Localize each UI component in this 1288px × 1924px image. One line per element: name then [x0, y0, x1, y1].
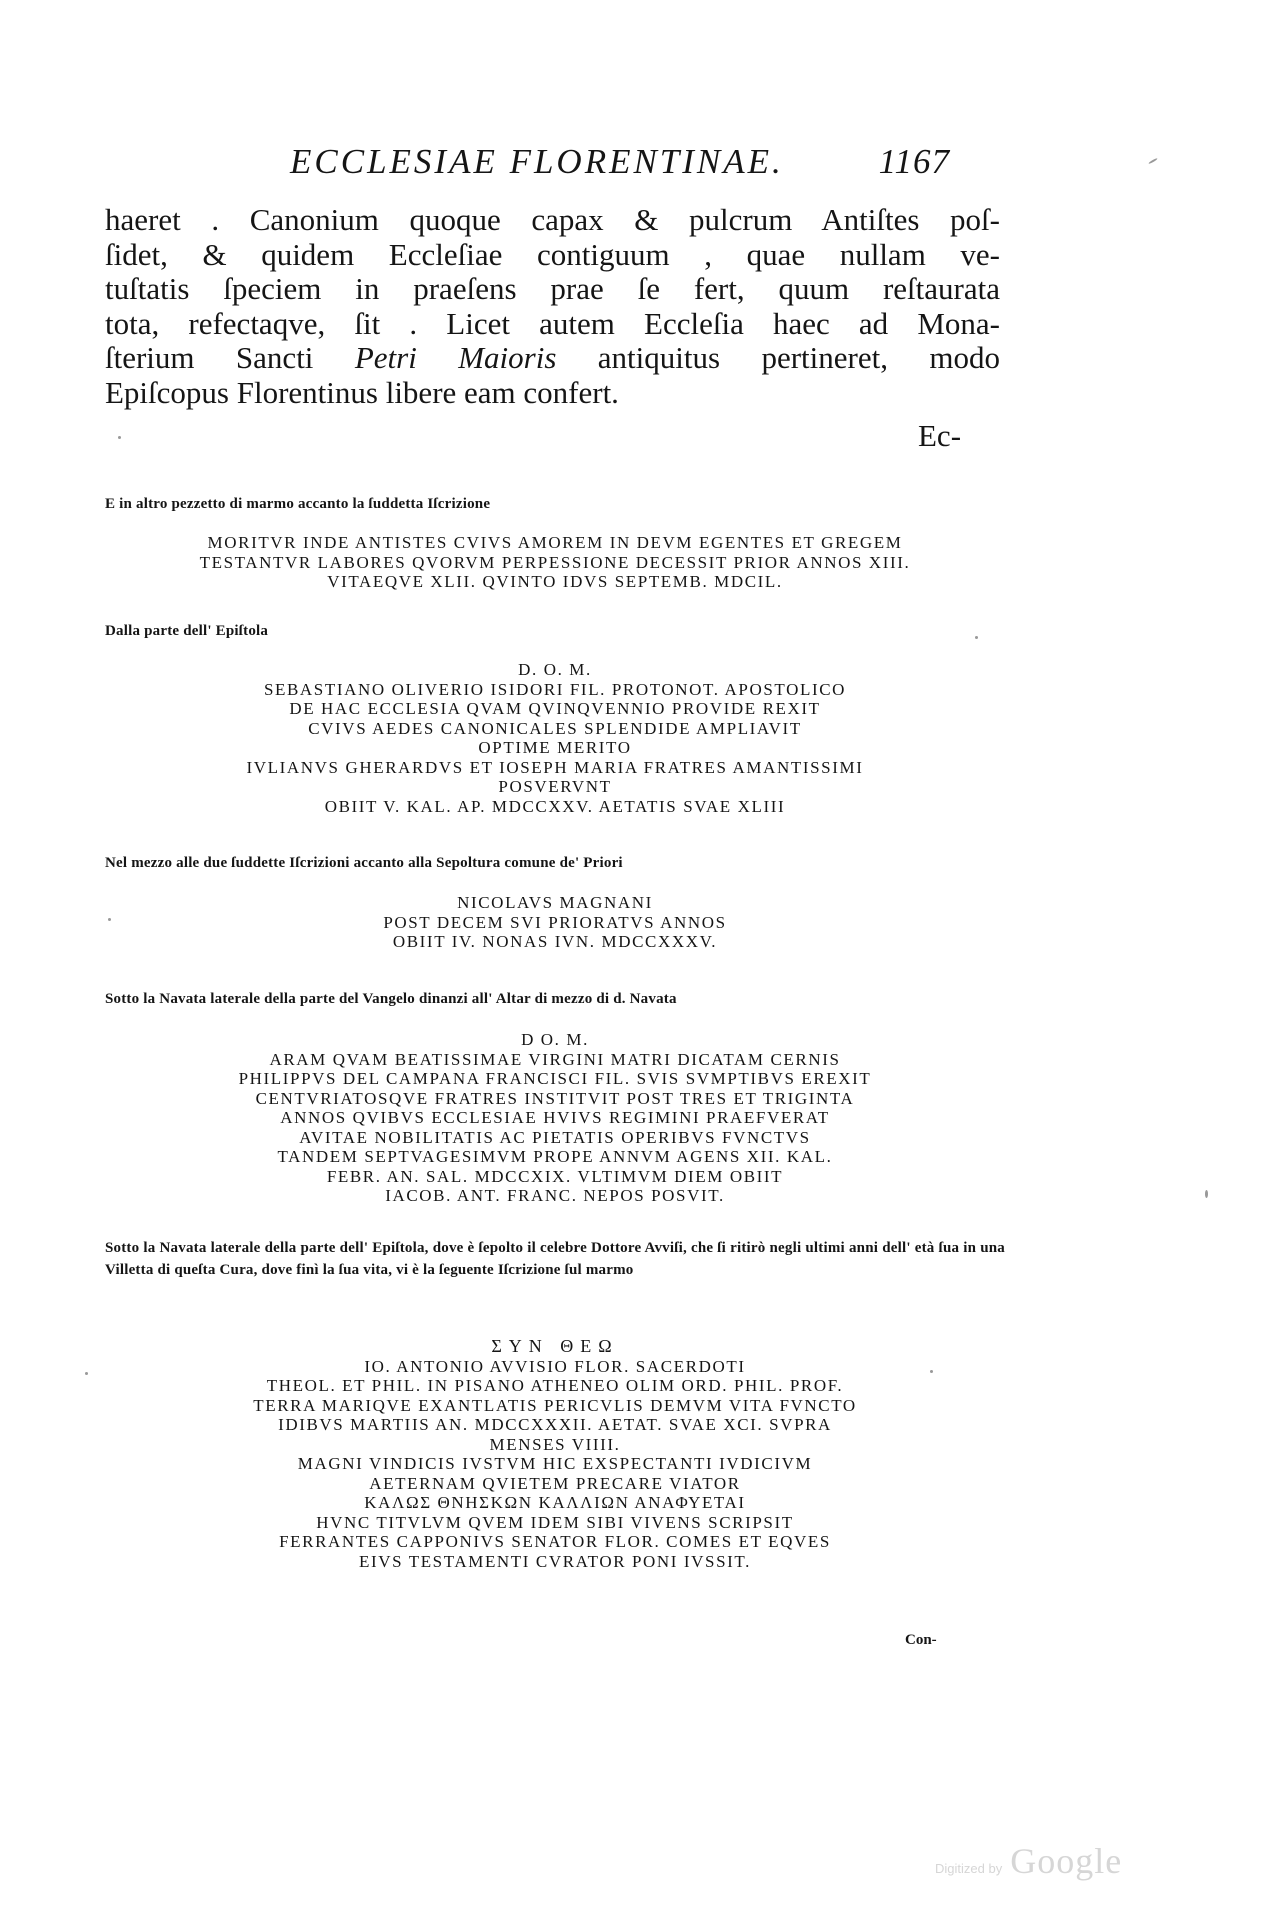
- inscription-line: TESTANTVR LABORES QVORVM PERPESSIONE DECESSIT PRIOR ANNOS XIII.: [199, 552, 911, 572]
- body-line: haeret . Canonium quoque capax & pulcrum Antiſtes poſ-: [105, 202, 1000, 237]
- inscription-line: IACOB. ANT. FRANC. NEPOS POSVIT.: [385, 1186, 725, 1205]
- inscription: [100, 893, 1010, 952]
- catchword: Ec-: [918, 418, 962, 453]
- inscription-line: D O. M.: [521, 1030, 589, 1049]
- inscription-line: AVITAE NOBILITATIS AC PIETATIS OPERIBVS FVNCTVS: [299, 1127, 811, 1147]
- inscription-line: TERRA MARIQVE EXANTLATIS PERICVLIS DEMVM VITA FVNCTO: [253, 1395, 857, 1415]
- page-number: 1167: [878, 142, 950, 181]
- inscription: [100, 660, 1010, 816]
- inscription-line: VITAEQVE XLII. QVINTO IDVS SEPTEMB. MDCIL.: [327, 572, 783, 591]
- inscription-line: MORITVR INDE ANTISTES CVIVS AMOREM IN DEVM EGENTES ET GREGEM: [207, 533, 903, 552]
- watermark-prefix: Digitized by: [935, 1861, 1003, 1876]
- body-line: ſterium Sancti Petri Maioris antiquitus pertineret, modo: [105, 340, 1000, 375]
- scan-speck: [85, 1372, 88, 1375]
- inscription-line: CENTVRIATOSQVE FRATRES INSTITVIT POST TRES ET TRIGINTA: [255, 1088, 855, 1108]
- section-intro: Dalla parte dell' Epiſtola: [105, 623, 269, 639]
- inscription-line: POSVERVNT: [498, 777, 612, 796]
- section-intro: E in altro pezzetto di marmo accanto la ſuddetta Iſcrizione: [105, 496, 491, 512]
- inscription-line: FERRANTES CAPPONIVS SENATOR FLOR. COMES ET EQVES: [279, 1532, 831, 1551]
- section-intro: Nel mezzo alle due ſuddette Iſcrizioni accanto alla Sepoltura comune de' Priori: [105, 855, 623, 871]
- inscription-line: IVLIANVS GHERARDVS ET IOSEPH MARIA FRATRES AMANTISSIMI: [246, 757, 864, 777]
- body-line: tota, refectaqve, ſit . Licet autem Eccleſia haec ad Mona-: [105, 305, 1000, 341]
- scan-speck: [1148, 158, 1158, 165]
- running-head: [290, 142, 950, 182]
- inscription-line: MAGNI VINDICIS IVSTVM HIC EXSPECTANTI IVDICIVM: [297, 1454, 813, 1473]
- running-title: ECCLESIAE FLORENTINAE.: [290, 142, 784, 181]
- scan-speck: [108, 918, 111, 921]
- inscription-line: NICOLAVS MAGNANI: [457, 893, 653, 912]
- inscription: [100, 1337, 1010, 1571]
- inscription: [100, 1030, 1010, 1206]
- body-line: tuſtatis ſpeciem in praeſens prae ſe fert, quum reſtaurata: [105, 271, 1000, 306]
- scan-speck: [1205, 1190, 1208, 1198]
- inscription-line: ΚΑΛΩΣ ΘΝΗΣΚΩΝ ΚΑΛΛΙΩΝ ΑΝΑΦΥΕΤΑΙ: [364, 1493, 746, 1512]
- inscription-line: ARAM QVAM BEATISSIMAE VIRGINI MATRI DICATAM CERNIS: [269, 1049, 841, 1069]
- catchword: Con-: [905, 1632, 937, 1648]
- watermark-brand: Google: [1010, 1841, 1123, 1881]
- inscription-line: OBIIT V. KAL. AP. MDCCXXV. AETATIS SVAE XLIII: [324, 796, 786, 816]
- scan-speck: [975, 636, 978, 639]
- inscription-line: FEBR. AN. SAL. MDCCXIX. VLTIMVM DIEM OBIIT: [326, 1166, 784, 1186]
- digitization-watermark: [935, 1840, 1122, 1882]
- body-line: Epiſcopus Florentinus libere eam confert.: [105, 374, 619, 410]
- inscription: [100, 533, 1010, 592]
- inscription-line: SEBASTIANO OLIVERIO ISIDORI FIL. PROTONOT. APOSTOLICO: [263, 679, 847, 699]
- inscription-line: ΣΥΝ ΘΕΩ: [491, 1336, 619, 1356]
- inscription-line: MENSES VIIII.: [489, 1434, 621, 1454]
- inscription-line: IO. ANTONIO AVVISIO FLOR. SACERDOTI: [364, 1356, 746, 1376]
- section-intro: Sotto la Navata laterale della parte del Vangelo dinanzi all' Altar di mezzo di d. Navata: [105, 991, 677, 1007]
- inscription-line: THEOL. ET PHIL. IN PISANO ATHENEO OLIM ORD. PHIL. PROF.: [266, 1376, 844, 1395]
- inscription-line: HVNC TITVLVM QVEM IDEM SIBI VIVENS SCRIPSIT: [316, 1512, 794, 1532]
- inscription-line: CVIVS AEDES CANONICALES SPLENDIDE AMPLIAVIT: [308, 718, 802, 738]
- emphasized-name: Petri Maioris: [354, 340, 557, 375]
- inscription-line: TANDEM SEPTVAGESIMVM PROPE ANNVM AGENS XII. KAL.: [277, 1147, 833, 1166]
- inscription-line: EIVS TESTAMENTI CVRATOR PONI IVSSIT.: [358, 1551, 751, 1571]
- body-paragraph: [105, 203, 1000, 410]
- inscription-line: POST DECEM SVI PRIORATVS ANNOS: [383, 912, 727, 932]
- inscription-line: AETERNAM QVIETEM PRECARE VIATOR: [369, 1473, 741, 1493]
- inscription-line: D. O. M.: [518, 660, 592, 679]
- scan-speck: [930, 1370, 933, 1373]
- scan-speck: [118, 436, 121, 439]
- inscription-line: IDIBVS MARTIIS AN. MDCCXXXII. AETAT. SVAE XCI. SVPRA: [278, 1415, 832, 1434]
- inscription-line: ANNOS QVIBVS ECCLESIAE HVIVS REGIMINI PRAEFVERAT: [280, 1108, 830, 1127]
- inscription-line: DE HAC ECCLESIA QVAM QVINQVENNIO PROVIDE REXIT: [289, 699, 821, 718]
- inscription-line: OBIIT IV. NONAS IVN. MDCCXXXV.: [392, 932, 718, 951]
- body-line: ſidet, & quidem Eccleſiae contiguum , quae nullam ve-: [105, 236, 1000, 272]
- inscription-line: OPTIME MERITO: [478, 738, 632, 757]
- inscription-line: PHILIPPVS DEL CAMPANA FRANCISCI FIL. SVIS SVMPTIBVS EREXIT: [238, 1069, 872, 1088]
- section-intro: Sotto la Navata laterale della parte dell' Epiſtola, dove è ſepolto il celebre Dottore Avviſi, che ſi ritirò negli ultimi anni dell' età ſua in una Villetta di queſta Cura, dove finì la ſua vita, vi è la ſeguente Iſcrizione ſul marmo: [105, 1240, 1005, 1278]
